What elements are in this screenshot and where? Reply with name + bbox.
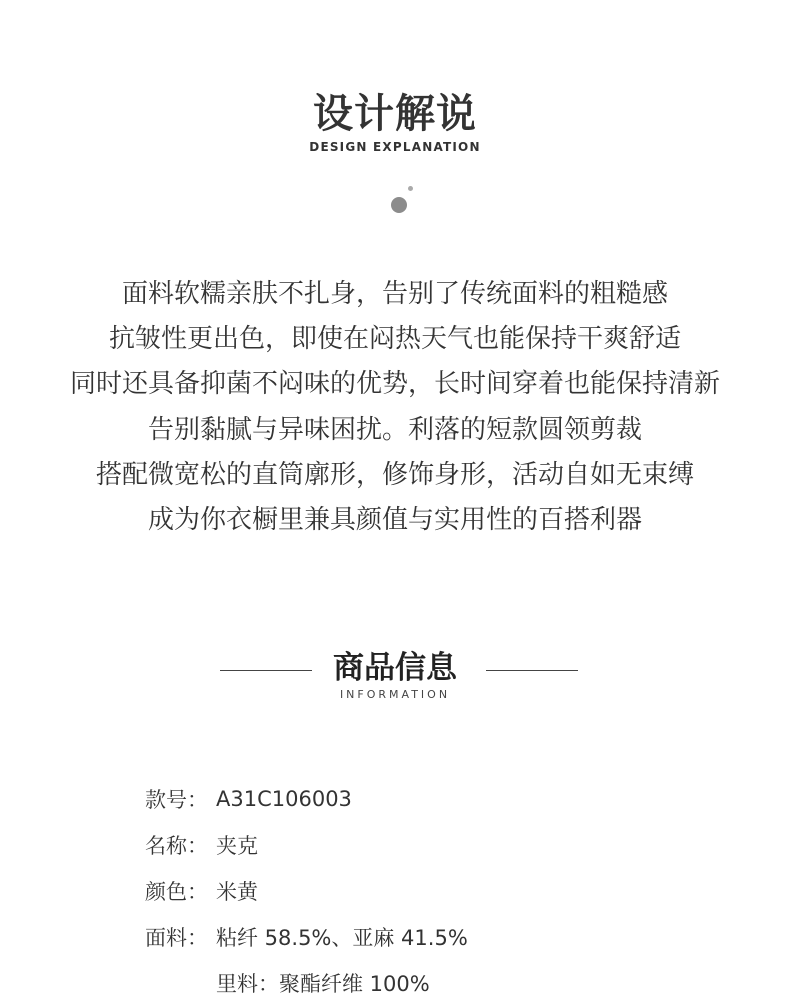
description-line: 搭配微宽松的直筒廓形，修饰身形，活动自如无束缚 bbox=[95, 459, 694, 490]
spec-label: 款号： bbox=[145, 788, 208, 812]
spec-row-style-number bbox=[145, 776, 468, 822]
design-title: 设计解说 bbox=[313, 91, 477, 137]
spec-value: 米黄 bbox=[216, 880, 258, 904]
design-subtitle: DESIGN EXPLANATION bbox=[309, 140, 481, 154]
spec-row-lining bbox=[145, 960, 468, 1006]
description-line: 抗皱性更出色，即使在闷热天气也能保持干爽舒适 bbox=[108, 324, 681, 355]
spec-row-color bbox=[145, 868, 468, 914]
design-description bbox=[0, 272, 790, 543]
decor-dot-small bbox=[408, 186, 413, 191]
info-header bbox=[0, 646, 790, 706]
spec-label: 颜色： bbox=[145, 880, 208, 904]
info-subtitle: INFORMATION bbox=[339, 688, 451, 701]
spec-label: 名称： bbox=[145, 834, 208, 858]
spec-list bbox=[145, 776, 468, 1006]
spec-value: 粘纤 58.5%、亚麻 41.5% bbox=[216, 926, 468, 950]
spec-label: 面料： bbox=[145, 926, 208, 950]
decor-dot-large bbox=[391, 197, 407, 213]
description-line: 成为你衣橱里兼具颜值与实用性的百搭利器 bbox=[147, 505, 642, 536]
spec-row-name bbox=[145, 822, 468, 868]
spec-row-fabric bbox=[145, 914, 468, 960]
description-line: 告别黏腻与异味困扰。利落的短款圆领剪裁 bbox=[147, 414, 642, 445]
spec-value: 里料：聚酯纤维 100% bbox=[216, 972, 430, 996]
description-line: 面料软糯亲肤不扎身，告别了传统面料的粗糙感 bbox=[121, 279, 668, 309]
spec-value: A31C106003 bbox=[216, 787, 352, 811]
spec-value: 夹克 bbox=[216, 834, 258, 858]
info-title: 商品信息 bbox=[333, 650, 457, 686]
description-line: 同时还具备抑菌不闷味的优势，长时间穿着也能保持清新 bbox=[69, 369, 720, 400]
